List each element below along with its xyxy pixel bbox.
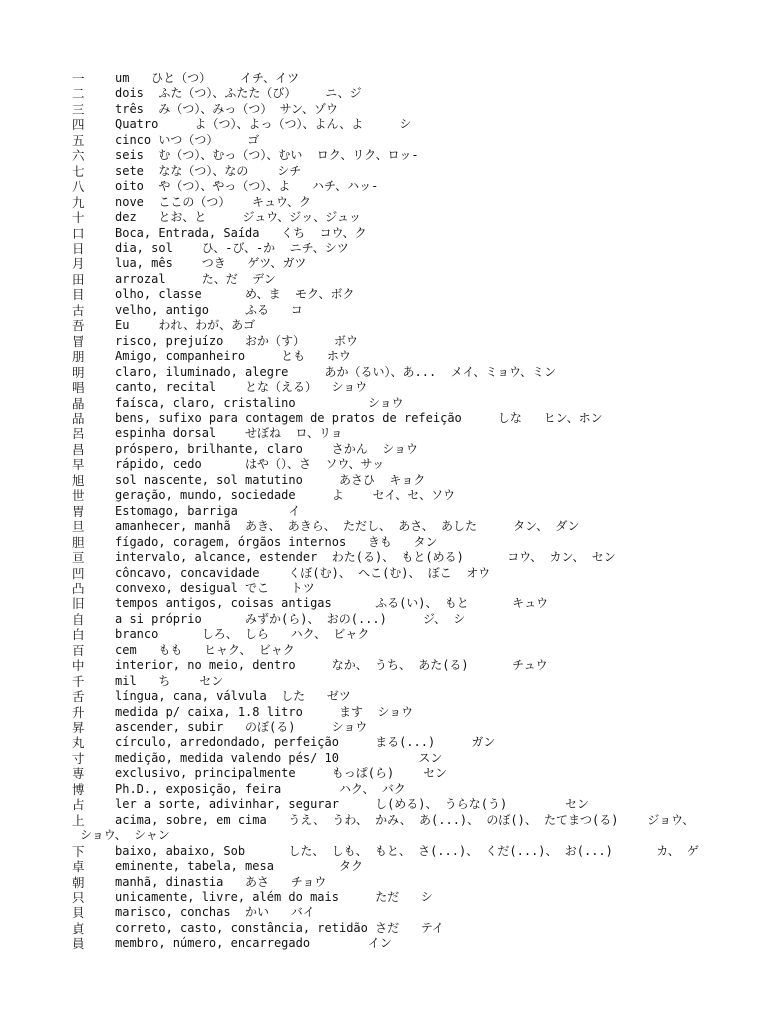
- kanji-definition: lua, mês つき ゲツ、ガツ: [115, 256, 307, 271]
- kanji-entry: [72, 365, 752, 380]
- kanji-entry: [72, 411, 752, 426]
- kanji-character: 朝: [72, 874, 85, 890]
- kanji-definition: medida p/ caixa, 1.8 litro ます ショウ: [115, 704, 414, 719]
- kanji-definition: eminente, tabela, mesa タク: [115, 859, 363, 874]
- kanji-definition: unicamente, livre, além do mais ただ シ: [115, 890, 433, 904]
- kanji-definition: espinha dorsal せぼね ロ、リョ: [115, 426, 343, 441]
- kanji-entry: [72, 473, 752, 488]
- kanji-definition: bens, sufixo para contagem de pratos de refeição しな ヒン、ホン: [115, 410, 603, 425]
- kanji-character: 日: [72, 240, 85, 256]
- kanji-definition: seis む（つ）、むっ（つ）、むい ロク、リク、ロッ-: [115, 148, 419, 163]
- kanji-character: 胆: [72, 534, 85, 550]
- kanji-definition: um ひと（つ） イチ、イツ: [115, 71, 300, 85]
- kanji-definition: risco, prejuízo おか（す） ボウ: [115, 333, 358, 348]
- kanji-entry: [72, 349, 752, 364]
- kanji-character: 升: [72, 704, 85, 720]
- kanji-entry: [72, 797, 752, 812]
- kanji-definition: tempos antigos, coisas antigas ふる(い)、 もと キュウ: [115, 596, 549, 611]
- kanji-entry: [72, 287, 752, 302]
- kanji-character: 寸: [72, 750, 85, 766]
- kanji-entry: [72, 674, 752, 689]
- kanji-definition: cem もも ヒャク、 ビャク: [115, 642, 295, 657]
- kanji-entry: [72, 488, 752, 503]
- kanji-character: 六: [72, 148, 85, 164]
- kanji-character: 八: [72, 179, 85, 195]
- kanji-definition: acima, sobre, em cima うえ、 うわ、 かみ、 あ(...)、 のぼ()、 たてまつ(る) ジョウ、: [115, 812, 695, 827]
- kanji-character: 博: [72, 781, 85, 797]
- kanji-character: 白: [72, 627, 85, 643]
- kanji-entry: [72, 735, 752, 750]
- kanji-entry: [72, 164, 752, 179]
- kanji-entry: [72, 720, 752, 735]
- kanji-entry: [72, 334, 752, 349]
- kanji-character: 百: [72, 642, 85, 658]
- kanji-entry: [72, 921, 752, 936]
- kanji-definition: marisco, conchas かい バイ: [115, 905, 315, 920]
- kanji-entry: [72, 782, 752, 797]
- kanji-character: 品: [72, 410, 85, 426]
- kanji-entry: [72, 195, 752, 210]
- kanji-definition: a si próprio みずか(ら)、 おの(...) ジ、 シ: [115, 611, 466, 626]
- kanji-character: 昌: [72, 441, 85, 457]
- kanji-character: 晶: [72, 395, 85, 411]
- kanji-entry: [72, 705, 752, 720]
- kanji-definition: dia, sol ひ、-び、-か ニチ、シツ: [115, 240, 349, 255]
- kanji-character: 占: [72, 797, 85, 813]
- kanji-character: 三: [72, 101, 85, 117]
- kanji-character: 五: [72, 132, 85, 148]
- kanji-character: 胃: [72, 503, 85, 519]
- kanji-character: 一: [72, 71, 85, 86]
- kanji-character: 十: [72, 210, 85, 226]
- kanji-character: 呂: [72, 426, 85, 442]
- kanji-character: 専: [72, 766, 85, 782]
- kanji-definition: Estomago, barriga イ: [115, 503, 301, 518]
- kanji-character: 四: [72, 117, 85, 133]
- kanji-definition: membro, número, encarregado イン: [115, 936, 392, 951]
- kanji-definition: correto, casto, constância, retidão さだ テイ: [115, 920, 444, 935]
- kanji-entry: [72, 936, 752, 951]
- kanji-entry: [72, 133, 752, 148]
- kanji-definition: sol nascente, sol matutino あさひ キョク: [115, 472, 426, 487]
- kanji-character: 世: [72, 488, 85, 504]
- kanji-character: 卓: [72, 859, 85, 875]
- kanji-entry: [72, 643, 752, 658]
- kanji-definition: fígado, coragem, órgãos internos きも タン: [115, 534, 438, 549]
- kanji-definition: rápido, cedo はや（）、さ ソウ、サッ: [115, 457, 385, 472]
- kanji-entry: [72, 303, 752, 318]
- kanji-character: 唱: [72, 380, 85, 396]
- kanji-entry: [72, 890, 752, 905]
- kanji-entry: [72, 751, 752, 766]
- kanji-entry: [72, 612, 752, 627]
- kanji-definition: arrozal た、だ デン: [115, 271, 276, 286]
- kanji-character: 冒: [72, 333, 85, 349]
- kanji-character: 早: [72, 457, 85, 473]
- kanji-entry: [72, 457, 752, 472]
- kanji-entry: [72, 813, 752, 844]
- kanji-definition: ascender, subir のぼ(る) ショウ: [115, 720, 368, 735]
- kanji-character: 員: [72, 936, 85, 952]
- kanji-entry: [72, 148, 752, 163]
- kanji-definition: exclusivo, principalmente もっぱ(ら) セン: [115, 766, 448, 781]
- kanji-entry: [72, 766, 752, 781]
- kanji-definition: medição, medida valendo pés/ 10 スン: [115, 750, 443, 765]
- kanji-entry: [72, 396, 752, 411]
- kanji-character: 朋: [72, 349, 85, 365]
- kanji-character: 旭: [72, 472, 85, 488]
- kanji-character: 亘: [72, 550, 85, 566]
- kanji-definition: manhã, dinastia あさ チョウ: [115, 874, 327, 889]
- kanji-character: 中: [72, 658, 85, 674]
- kanji-entry: [72, 566, 752, 581]
- kanji-character: 月: [72, 256, 85, 272]
- kanji-entry: [72, 102, 752, 117]
- kanji-character: 明: [72, 364, 85, 380]
- kanji-entry: [72, 844, 752, 859]
- kanji-definition: Ph.D., exposição, feira ハク、 バク: [115, 781, 406, 796]
- kanji-definition: amanhecer, manhã あき、 あきら、 ただし、 あさ、 あした タン、 ダン: [115, 519, 580, 534]
- kanji-definition: interior, no meio, dentro なか、 うち、 あた(る) チュウ: [115, 658, 548, 673]
- kanji-entry: [72, 380, 752, 395]
- kanji-entry: [72, 905, 752, 920]
- kanji-character: 目: [72, 287, 85, 303]
- kanji-definition: ler a sorte, adivinhar, segurar し(める)、 うらな(う) セン: [115, 797, 590, 812]
- kanji-entry: [72, 535, 752, 550]
- kanji-entry: [72, 179, 752, 194]
- kanji-definition: sete なな（つ）、なの シチ: [115, 163, 302, 178]
- kanji-entry: [72, 519, 752, 534]
- kanji-character: 九: [72, 194, 85, 210]
- kanji-entry: [72, 658, 752, 673]
- kanji-definition: dez とお、と ジュウ、ジッ、ジュッ: [115, 210, 362, 225]
- kanji-character: 田: [72, 271, 85, 287]
- kanji-character: 千: [72, 673, 85, 689]
- kanji-definition: Eu われ、わが、あゴ: [115, 318, 256, 333]
- kanji-entry: [72, 504, 752, 519]
- kanji-entry: [72, 426, 752, 441]
- kanji-definition: velho, antigo ふる コ: [115, 302, 303, 317]
- kanji-entry: [72, 442, 752, 457]
- kanji-definition: côncavo, concavidade くぼ(む)、 へこ(む)、 ぼこ オウ: [115, 565, 491, 580]
- kanji-character: 吾: [72, 318, 85, 334]
- kanji-entry: [72, 859, 752, 874]
- kanji-character: 旦: [72, 519, 85, 535]
- kanji-character: 旧: [72, 596, 85, 612]
- kanji-character: 口: [72, 225, 85, 241]
- kanji-list: [72, 71, 752, 952]
- kanji-definition: Quatro よ（つ）、よっ（つ）、よん、よ シ: [115, 117, 412, 132]
- kanji-character: 丸: [72, 735, 85, 751]
- kanji-definition: Boca, Entrada, Saída くち コウ、ク: [115, 225, 367, 240]
- kanji-definition: próspero, brilhante, claro さかん ショウ: [115, 441, 418, 456]
- kanji-character: 上: [72, 812, 85, 828]
- kanji-character: 自: [72, 611, 85, 627]
- kanji-character: 二: [72, 86, 85, 102]
- kanji-definition: branco しろ、 しら ハク、 ビャク: [115, 627, 370, 642]
- kanji-entry: [72, 71, 752, 86]
- kanji-character: 貝: [72, 905, 85, 921]
- kanji-definition: cinco いつ（つ） ゴ: [115, 132, 260, 147]
- kanji-definition: Amigo, companheiro とも ホウ: [115, 349, 351, 364]
- kanji-definition: mil ち セン: [115, 673, 224, 688]
- kanji-definition: canto, recital とな（える） ショウ: [115, 380, 368, 395]
- kanji-entry: [72, 581, 752, 596]
- kanji-definition: nove ここの（つ） キュウ、ク: [115, 194, 312, 209]
- kanji-definition-continued: ショウ、 シャン: [80, 828, 170, 843]
- kanji-definition: três み（つ）、みっ（つ） サン、ゾウ: [115, 101, 339, 116]
- kanji-definition: convexo, desigual でこ トツ: [115, 580, 315, 595]
- kanji-definition: língua, cana, válvula した ゼツ: [115, 689, 351, 704]
- kanji-entry: [72, 596, 752, 611]
- kanji-definition: olho, classe め、ま モク、ボク: [115, 287, 355, 302]
- kanji-entry: [72, 875, 752, 890]
- kanji-character: 舌: [72, 689, 85, 705]
- kanji-definition: faísca, claro, cristalino ショウ: [115, 395, 404, 410]
- kanji-entry: [72, 272, 752, 287]
- kanji-definition: intervalo, alcance, estender わた(る)、 もと(める) コウ、 カン、 セン: [115, 550, 616, 565]
- kanji-definition: círculo, arredondado, perfeição まる(...) ガン: [115, 735, 496, 750]
- kanji-entry: [72, 550, 752, 565]
- kanji-definition: baixo, abaixo, Sob した、 しも、 もと、 さ(...)、 くだ(...)、 お(...) カ、 ゲ: [115, 843, 699, 858]
- kanji-character: 下: [72, 843, 85, 859]
- kanji-entry: [72, 241, 752, 256]
- kanji-character: 七: [72, 163, 85, 179]
- kanji-definition: dois ふた（つ）、ふたた（び） ニ、ジ: [115, 86, 362, 101]
- kanji-definition: oito や（つ）、やっ（つ）、よ ハチ、ハッ-: [115, 179, 379, 194]
- kanji-character: 貞: [72, 920, 85, 936]
- kanji-entry: [72, 117, 752, 132]
- kanji-character: 凹: [72, 565, 85, 581]
- kanji-definition: claro, iluminado, alegre あか（るい）、あ... メイ、ミョウ、ミン: [115, 364, 557, 379]
- kanji-entry: [72, 226, 752, 241]
- kanji-entry: [72, 256, 752, 271]
- kanji-character: 只: [72, 890, 85, 905]
- kanji-entry: [72, 689, 752, 704]
- kanji-entry: [72, 210, 752, 225]
- kanji-entry: [72, 318, 752, 333]
- kanji-character: 古: [72, 302, 85, 318]
- kanji-entry: [72, 86, 752, 101]
- kanji-entry: [72, 627, 752, 642]
- kanji-character: 凸: [72, 580, 85, 596]
- kanji-character: 昇: [72, 720, 85, 736]
- kanji-definition: geração, mundo, sociedade よ セイ、セ、ソウ: [115, 488, 456, 503]
